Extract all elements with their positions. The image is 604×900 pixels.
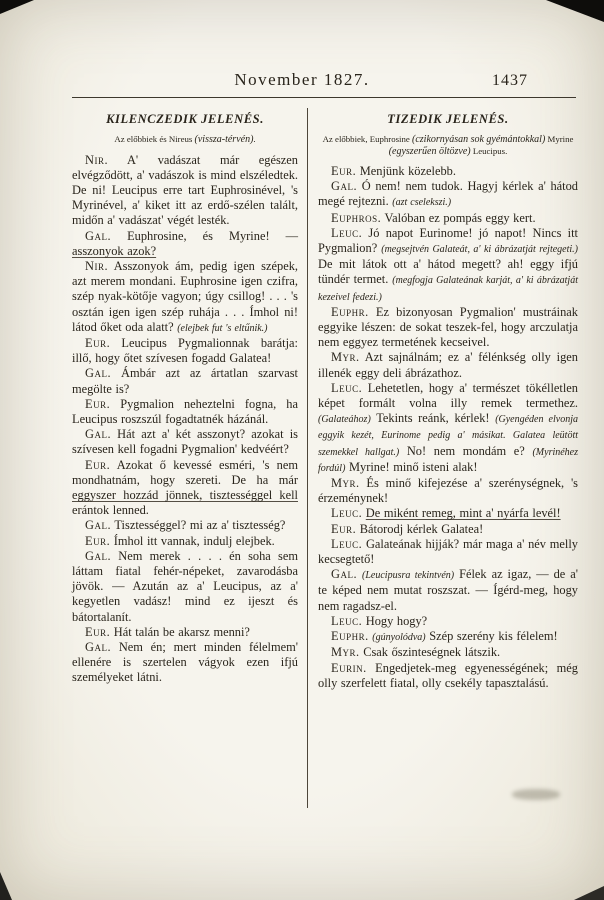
dialogue-paragraph: Leuc. Galateának hijják? már maga a' név melly kecsegtető! — [318, 536, 578, 567]
dialogue-paragraph: Myr. És minő kifejezése a' szerénységnek, 's érzeménynek! — [318, 476, 578, 506]
stage-direction: (gúnyolódva) — [372, 632, 426, 644]
speaker-label: Euphr. — [331, 629, 369, 644]
dialogue-paragraph: Eur. Leucipus Pygmalionnak barátja: illő, hogy őtet szívesen fogadd Galatea! — [72, 335, 298, 366]
dialogue-paragraph: Gal. Nem én; mert minden félelmem' ellenére is szertelen vágyok ezen ifjú személyeket látni. — [72, 640, 298, 685]
dialogue-paragraph: Eur. Bátorodj kérlek Galatea! — [331, 521, 484, 536]
scene-heading-ninth: KILENCZEDIK JELENÉS. — [106, 112, 264, 126]
speaker-label: Myr. — [331, 476, 360, 491]
dialogue-paragraph: Gal. Nem merek . . . . én soha sem láttam fiatal fehér-népeket, zavarodásba jövök. — Azután az a' Leucipus, az a' kegyetlen vadász! mind ez ijeszt és bátortalanít. — [72, 548, 298, 624]
dialogue-paragraph: Eurin. Engedjetek-meg egyenességének; még olly szerfelett fiatal, olly csekély tapasztalású. — [318, 660, 578, 690]
dialogue-paragraph: Eur. Hát talán be akarsz menni? — [85, 624, 250, 639]
speaker-label: Eur. — [85, 396, 111, 411]
speaker-label: Gal. — [85, 640, 112, 654]
dialogue-paragraph: Leuc. Lehetetlen, hogy a' természet tökélletlen képet formált volna illy remek termethez. (Galateához) Tekints reánk, kérlek! (Gyengéden elvonja eggyik kezét, Eurinome pedig a' másikat. Galatea leütött szemekkel hallgat.) No! nem mondám e? (Myrinéhez fordúl) Myrine! minő isteni alak! — [318, 380, 579, 474]
dialogue-paragraph: Nir. A' vadászat már egészen elvégződött, a' vadászok is mind elszéledtek. De ni! Leucipus erre tart Euphrosinével, 's Myrinével, a' kiket itt az erdő-szélen talált, midőn a' vadászat' végét lesték. — [72, 152, 298, 228]
page-number: 1437 — [492, 72, 528, 89]
column-divider-rule — [307, 108, 308, 808]
speaker-label: Eur. — [331, 521, 357, 536]
dialogue-paragraph: Myr. Csak őszinteségnek látszik. — [331, 645, 501, 660]
speaker-label: Leuc. — [331, 506, 363, 521]
dialogue-paragraph: Gal. Ó nem! nem tudok. Hagyj kérlek a' hátod megé rejtezni. (azt cselekszi.) — [318, 179, 578, 209]
speaker-label: Gal. — [331, 179, 358, 194]
right-column — [318, 106, 578, 691]
speaker-label: Eur. — [85, 624, 111, 639]
underline-mark: asszonyok azok? — [72, 243, 157, 258]
speaker-label: Gal. — [331, 567, 358, 582]
stage-direction: (czikornyásan sok gyémántokkal) — [412, 134, 546, 145]
stage-direction: (azt cselekszi.) — [392, 197, 452, 209]
dialogue-paragraph: Nir. Asszonyok ám, pedig igen szépek, azt merem mondani. Euphrosine igen czifra, szép nyak-kötője vagyon; úgy csillog! . . . 's osztán igen igen szép ruhája . . . Ímhol ni! látod őket oda alatt? (elejbek fut 's eltűnik.) — [72, 258, 298, 334]
speaker-label: Nir. — [85, 258, 109, 273]
stage-direction: (megfogja Galateának karját, a' ki ábrázatját kezeivel fedezi.) — [318, 275, 578, 303]
dialogue-paragraph: Leuc. Hogy hogy? — [331, 613, 428, 628]
dialogue-paragraph: Euphr. (gúnyolódva) Szép szerény kis félelem! — [331, 629, 558, 644]
speaker-label: Eur. — [85, 533, 111, 548]
left-column — [72, 106, 298, 686]
speaker-label: Myr. — [331, 645, 360, 660]
underline-mark: eggyszer hozzád jönnek, tisztességgel kell — [72, 487, 298, 502]
dialogue-paragraph: Eur. Pygmalion neheztelni fogna, ha Leucipus roszszúl fogadtatnék házánál. — [72, 396, 298, 426]
dialogue-paragraph: Myr. Azt sajnálnám; ez a' félénkség olly igen illenék eggy deli ábrázathoz. — [318, 350, 578, 380]
scene-heading-tenth: TIZEDIK JELENÉS. — [387, 112, 509, 126]
dialogue-paragraph: Eur. Ímhol itt vannak, indulj elejbek. — [85, 533, 275, 548]
stage-direction: (megsejtvén Galateát, a' ki ábrázatját rejtegeti.) — [381, 244, 578, 256]
dialogue-paragraph: Leuc. Jó napot Eurinome! jó napot! Nincs itt Pygmalion? (megsejtvén Galateát, a' ki ábrázatját rejtegeti.) De mit látok ott a' hátod megett? ah! eggy ifjú tündér termet. (megfogja Galateának karját, a' ki ábrázatját kezeivel fedezi.) — [318, 225, 578, 303]
stage-direction: (Leucipusra tekintvén) — [362, 570, 455, 582]
two-column-body — [0, 98, 604, 808]
speaker-label: Euphros. — [331, 210, 382, 225]
right-column-dialogue — [318, 164, 578, 691]
speaker-label: Leuc. — [331, 225, 363, 240]
scan-artifact-corner-bottom-right — [574, 886, 604, 900]
dialogue-paragraph: Gal. Tisztességgel? mi az a' tisztesség? — [85, 518, 286, 533]
scan-smudge — [512, 789, 560, 800]
speaker-label: Eur. — [331, 164, 357, 178]
dialogue-paragraph: Euphros. Valóban ez pompás eggy kert. — [331, 210, 536, 225]
speaker-label: Gal. — [85, 548, 112, 563]
dialogue-paragraph: Gal. Hát azt a' két asszonyt? azokat is szívesen kell fogadni Pygmalion' kedvéért? — [72, 427, 298, 457]
stage-direction: (Myrinéhez fordúl) — [318, 446, 579, 474]
speaker-label: Gal. — [85, 366, 112, 381]
dialogue-paragraph: Eur. Menjünk közelebb. — [331, 164, 456, 178]
speaker-label: Eur. — [85, 457, 111, 472]
dialogue-paragraph: Eur. Azokat ő kevessé esméri, 's nem mondhatnám, hogy szereti. De ha már eggyszer hozzád jönnek, tisztességgel kell erántok lenned. — [72, 457, 298, 518]
stage-direction: (Galateához) — [318, 414, 371, 426]
speaker-label: Nir. — [85, 152, 109, 167]
dialogue-paragraph: Gal. (Leucipusra tekintvén) Félek az igaz, — de a' te képed nem mutat roszszat. — Ígérd-meg, hogy nem ragadsz-el. — [318, 567, 578, 613]
scene-subheading-tenth: Az előbbiek, Euphrosine (czikornyásan sok gyémántokkal) Myrine (egyszerűen öltözve) Leucipus. — [322, 134, 574, 157]
speaker-label: Euphr. — [331, 304, 369, 319]
speaker-label: Gal. — [85, 228, 112, 243]
dialogue-paragraph: Euphr. Ez bizonyosan Pygmalion' mustráinak eggyike lészen: de sokat teszek-fel, hogy arczulatja nem eggyez termetének kecseivel. — [318, 304, 578, 350]
dialogue-paragraph: Gal. Euphrosine, és Myrine! — asszonyok azok? — [72, 228, 298, 258]
left-column-dialogue — [72, 153, 298, 686]
speaker-label: Leuc. — [331, 613, 363, 628]
speaker-label: Leuc. — [331, 380, 363, 395]
stage-direction: (elejbek fut 's eltűnik.) — [177, 322, 268, 334]
speaker-label: Gal. — [85, 518, 112, 533]
speaker-label: Leuc. — [331, 536, 363, 551]
underline-mark: De miként remeg, mint a' nyárfa levél! — [365, 506, 561, 521]
page-header-date: November 1827. — [234, 70, 370, 89]
stage-direction: (vissza-térvén) — [194, 134, 254, 145]
dialogue-paragraph: Gal. Ámbár azt az ártatlan szarvast megölte is? — [72, 366, 298, 396]
scene-subheading-ninth: Az előbbiek és Nireus (vissza-térvén). — [114, 134, 256, 145]
speaker-label: Eurin. — [331, 660, 367, 675]
scan-artifact-corner-bottom-left — [0, 872, 12, 900]
speaker-label: Gal. — [85, 427, 112, 442]
stage-direction: (Gyengéden elvonja eggyik kezét, Eurinome pedig a' másikat. Galatea leütött szemekkel hallgat.) — [318, 414, 578, 458]
stage-direction: (egyszerűen öltözve) — [388, 145, 471, 157]
speaker-label: Eur. — [85, 335, 111, 350]
page-header — [0, 0, 604, 90]
speaker-label: Myr. — [331, 350, 360, 365]
dialogue-paragraph — [318, 506, 578, 521]
